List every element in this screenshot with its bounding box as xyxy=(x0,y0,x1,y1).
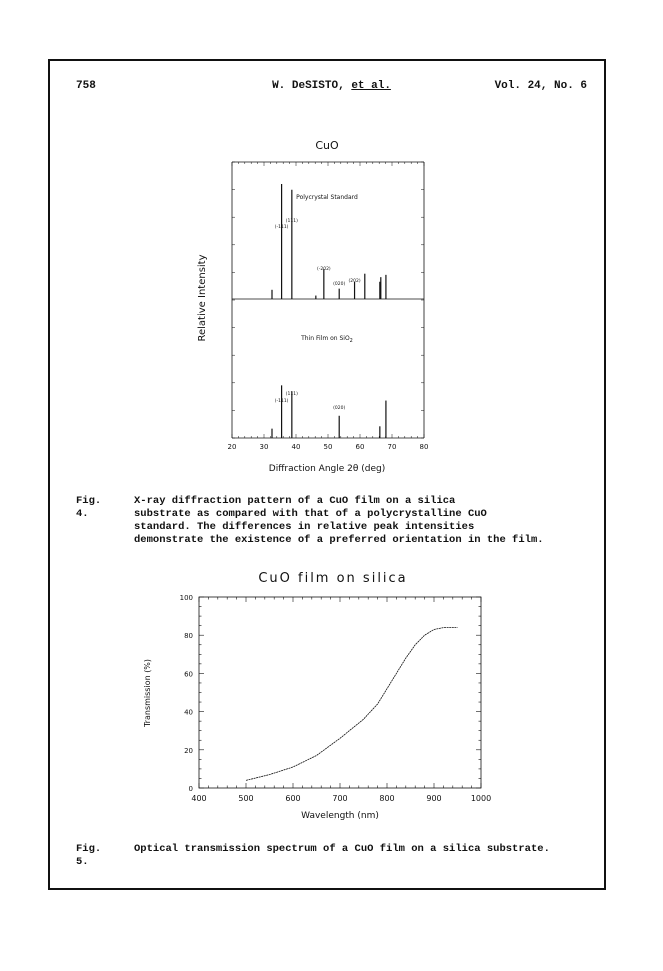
fig4-peak-label: (202) xyxy=(348,279,361,284)
fig4-panel-top-label: Polycrystal Standard xyxy=(296,194,358,201)
fig5-y-tick-label: 40 xyxy=(184,708,193,717)
fig5-caption-label: Fig. 5. xyxy=(76,843,102,868)
fig4-caption-label: Fig. 4. xyxy=(76,495,102,520)
page-number: 758 xyxy=(76,80,96,92)
fig5-x-tick-label: 600 xyxy=(285,794,301,803)
fig5-x-tick-label: 400 xyxy=(191,794,207,803)
fig4-x-tick-label: 30 xyxy=(259,443,269,451)
author-name: W. DeSISTO, xyxy=(272,80,345,92)
volume-info: Vol. 24, No. 6 xyxy=(494,80,587,92)
fig5-x-tick-label: 1000 xyxy=(470,794,492,803)
fig5-title: CuO film on silica xyxy=(258,571,408,586)
fig4-title: CuO xyxy=(315,139,339,152)
fig4-x-tick-label: 50 xyxy=(323,443,333,451)
fig5-tick-labels xyxy=(180,594,492,803)
fig4-peak-label: (020) xyxy=(333,406,346,411)
fig4-x-tick-label: 20 xyxy=(227,443,237,451)
fig4-x-tick-label: 80 xyxy=(419,443,429,451)
fig5-axes xyxy=(199,597,481,788)
fig4-peak-label: (-111) xyxy=(274,399,289,404)
fig5-plot-frame xyxy=(199,597,481,788)
fig4-peak-label: (-111) xyxy=(274,225,289,230)
fig5-xlabel: Wavelength (nm) xyxy=(301,811,379,821)
fig4-caption-text: X-ray diffraction pattern of a CuO film on a silica substrate as compared with that of a polycrystalline CuO standard. The differences in relative peak intensities demonstrate the existence of a preferred orientation in the film. xyxy=(134,495,544,546)
fig5-y-tick-label: 100 xyxy=(179,594,193,602)
fig4-panel-bottom-label: Thin Film on SiO$_2$ xyxy=(301,335,353,344)
fig5-x-tick-label: 800 xyxy=(379,794,395,803)
fig5-x-tick-label: 500 xyxy=(238,794,254,803)
fig5-y-tick-label: 80 xyxy=(184,632,193,641)
fig4-peak-label: (-202) xyxy=(316,267,331,272)
fig4-peak-label: (020) xyxy=(333,282,346,287)
fig5-caption-text: Optical transmission spectrum of a CuO film on a silica substrate. xyxy=(134,843,550,855)
fig5-ylabel: Transmission (%) xyxy=(143,658,152,728)
fig4-peak-label: (111) xyxy=(285,219,298,224)
fig5-y-tick-label: 60 xyxy=(184,670,193,679)
fig5-x-tick-label: 900 xyxy=(426,794,442,803)
fig4-x-tick-label: 70 xyxy=(387,443,397,451)
author-suffix: et al. xyxy=(351,80,391,92)
fig4-x-tick-label: 40 xyxy=(291,443,301,451)
fig4-xlabel: Diffraction Angle 2θ (deg) xyxy=(268,464,386,474)
fig5-y-tick-label: 20 xyxy=(184,746,193,755)
fig5-x-tick-label: 700 xyxy=(332,794,348,803)
fig5-y-tick-label: 0 xyxy=(188,785,193,793)
fig4-x-tick-label: 60 xyxy=(355,443,365,451)
fig4-peak-label: (111) xyxy=(285,392,298,397)
fig4-ylabel: Relative Intensity xyxy=(197,254,208,342)
fig5-series-line xyxy=(246,628,458,781)
